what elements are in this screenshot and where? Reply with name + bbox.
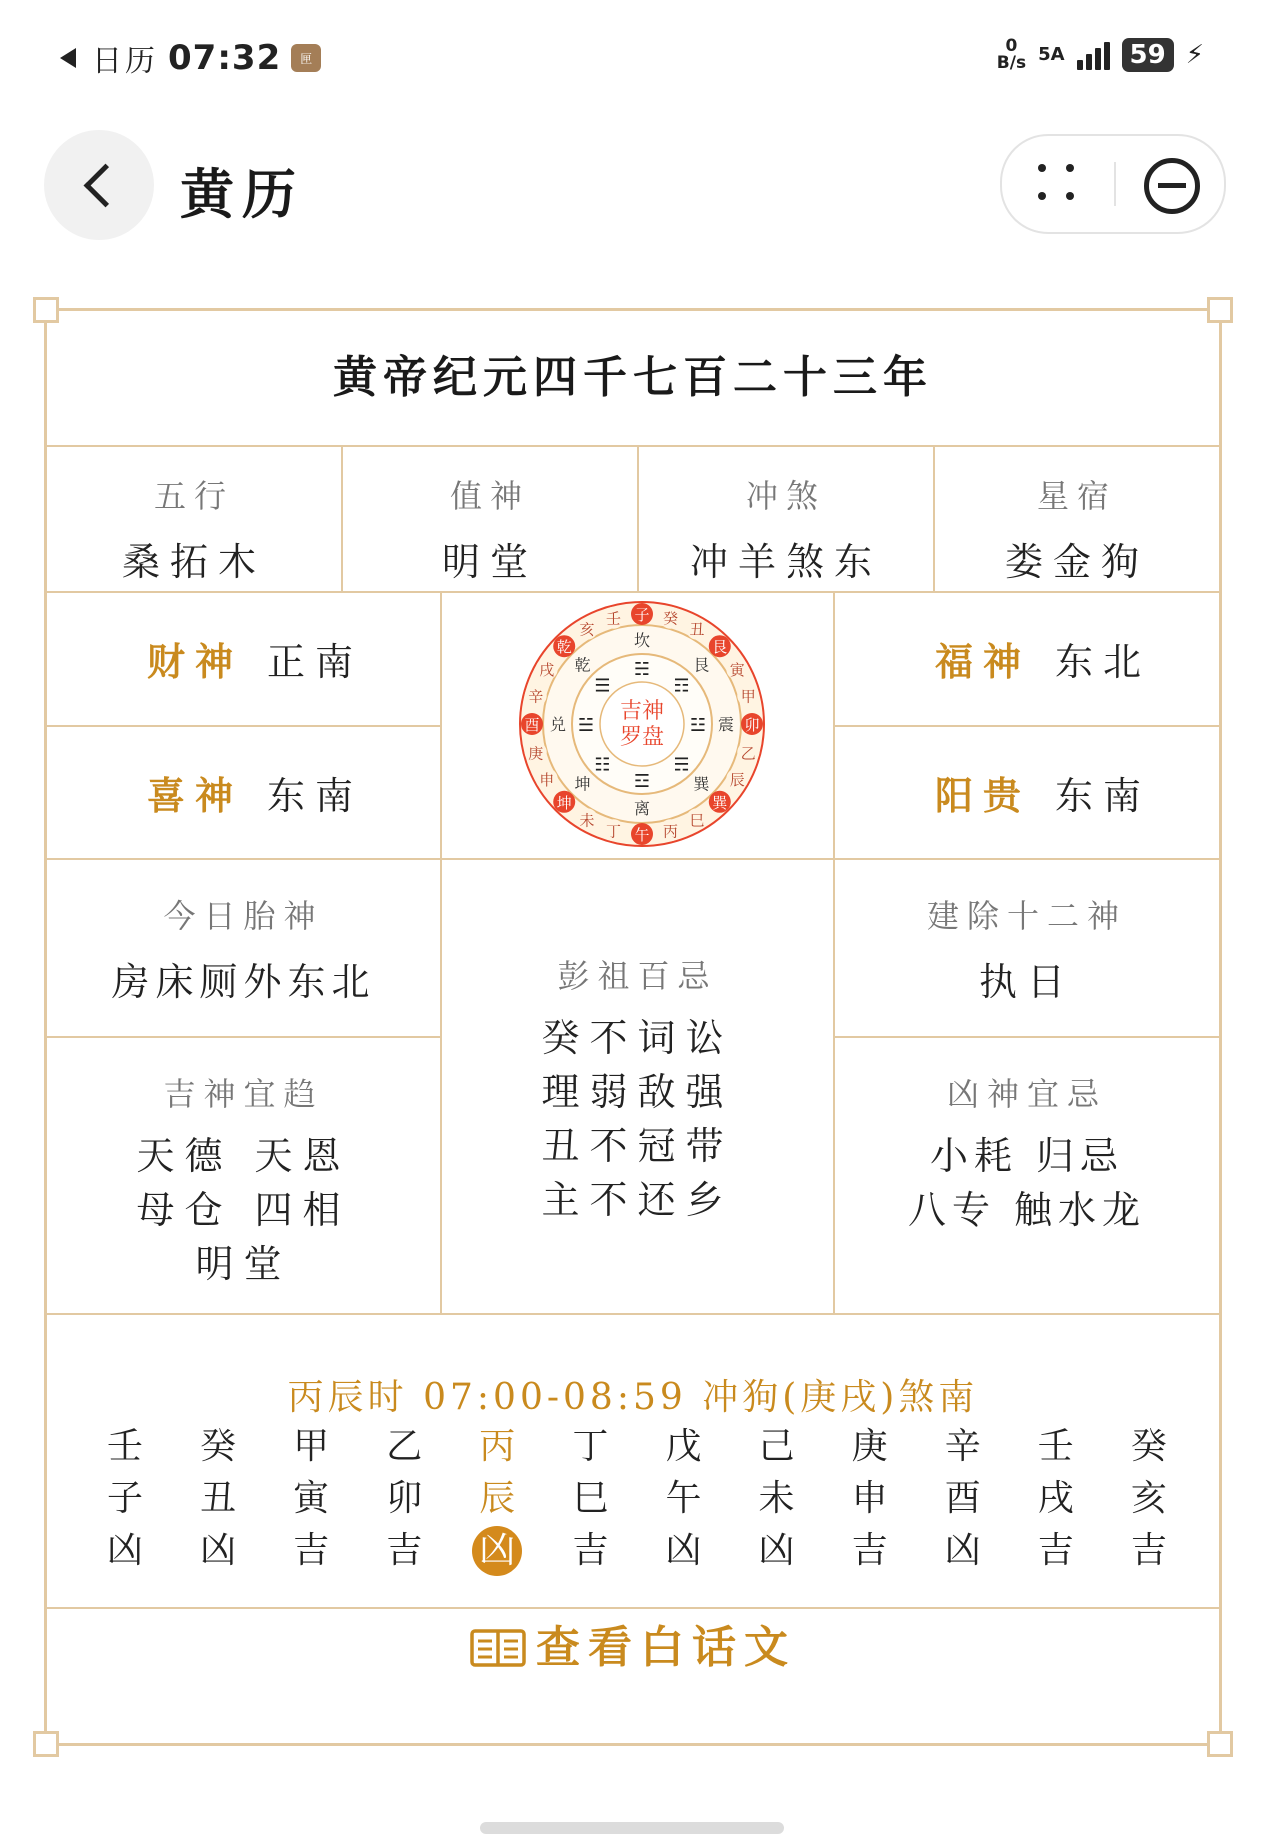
- compass-outer-label: 癸: [662, 609, 678, 628]
- hour-stem: [749, 1421, 805, 1473]
- lucky-gods-lines: [47, 1129, 440, 1291]
- hour-stem-text: 乙: [386, 1426, 423, 1467]
- hour-branch-text: 辰: [479, 1478, 516, 1519]
- compass-outer-label: 申: [539, 771, 555, 789]
- happy-god: [147, 765, 363, 820]
- trigram-symbol-icon: ☴: [673, 754, 690, 776]
- view-plain-text-button[interactable]: [47, 1611, 1219, 1675]
- hour-luck: [655, 1525, 711, 1577]
- hour-branch: [935, 1473, 991, 1525]
- pengzu-label: 彭祖百忌: [557, 957, 718, 995]
- wealth-god: [147, 631, 363, 686]
- hour-stem-text: 己: [758, 1426, 795, 1467]
- hour-stem-text: 庚: [851, 1426, 888, 1467]
- trigram-symbol-icon: ☲: [633, 771, 651, 792]
- book-icon: [470, 1628, 526, 1668]
- hour-luck-text: 凶: [758, 1530, 795, 1571]
- fortune-god-name: 福神: [935, 639, 1032, 684]
- compass-trigram-label: 巽: [693, 774, 710, 794]
- fortune-god: [935, 631, 1151, 686]
- mini-program-capsule: [1000, 134, 1226, 234]
- corner-ornament: [33, 1731, 59, 1757]
- yanggui-god-name: 阳贵: [935, 773, 1032, 818]
- more-options-icon[interactable]: [1038, 164, 1078, 204]
- hour-luck: [97, 1525, 153, 1577]
- compass-outer-label: 子: [634, 606, 650, 624]
- compass-outer-label: 艮: [712, 638, 728, 657]
- hour-stem-text: 丁: [572, 1426, 609, 1467]
- hour-luck: [469, 1525, 525, 1577]
- pengzu-lines: [442, 1011, 833, 1227]
- hour-luck-text: 凶: [200, 1530, 237, 1571]
- zhishen-value: 明堂: [441, 540, 538, 584]
- hour-stem: [283, 1421, 339, 1473]
- hour-branch-text: 午: [665, 1478, 702, 1519]
- hour-branch-text: 子: [106, 1478, 143, 1519]
- hour-stem: [935, 1421, 991, 1473]
- compass-center-top: 吉神: [619, 699, 665, 724]
- hour-column[interactable]: [469, 1421, 525, 1577]
- compass-outer-label: 未: [579, 811, 595, 830]
- hour-branch: [655, 1473, 711, 1525]
- hour-stem-text: 壬: [106, 1426, 143, 1467]
- hour-branch: [842, 1473, 898, 1525]
- hour-stem: [655, 1421, 711, 1473]
- back-app-label[interactable]: 日历: [92, 44, 158, 79]
- hour-branch-text: 戌: [1037, 1478, 1074, 1519]
- happy-god-name: 喜神: [147, 773, 244, 818]
- compass-outer-label: 庚: [528, 744, 544, 763]
- chongsha-value: 冲羊煞东: [689, 540, 882, 584]
- compass-outer-label: 甲: [740, 687, 756, 706]
- lucky-gods-label: 吉神宜趋: [163, 1075, 324, 1113]
- era-year: 黄帝纪元四千七百二十三年: [333, 352, 933, 403]
- hour-luck-text: 吉: [1037, 1530, 1074, 1571]
- net-speed-unit: B/s: [996, 53, 1027, 73]
- capsule-divider: [1114, 162, 1116, 206]
- hour-column[interactable]: [97, 1421, 153, 1577]
- battery-icon: [1122, 38, 1174, 72]
- compass-center-bottom: 罗盘: [619, 725, 665, 750]
- compass-outer-label: 卯: [744, 716, 760, 734]
- nav-header: [0, 110, 1264, 240]
- hour-stem-text: 辛: [944, 1426, 981, 1467]
- compass-outer-label: 午: [634, 826, 650, 844]
- compass-outer-label: 丙: [662, 822, 678, 841]
- lucky-gods-line: 天德 天恩: [136, 1134, 351, 1178]
- hour-branch: [562, 1473, 618, 1525]
- chongsha-label: 冲煞: [745, 477, 826, 515]
- hour-column[interactable]: [935, 1421, 991, 1577]
- hour-luck-text: 吉: [386, 1530, 423, 1571]
- hour-column[interactable]: [190, 1421, 246, 1577]
- trigram-symbol-icon: ☰: [594, 675, 611, 697]
- hour-stem: [97, 1421, 153, 1473]
- happy-god-direction: 东南: [267, 774, 364, 818]
- compass-icon[interactable]: [517, 599, 767, 849]
- trigram-symbol-icon: ☳: [689, 715, 707, 736]
- hour-branch-text: 卯: [386, 1478, 423, 1519]
- notification-badge-icon: 匣: [291, 44, 321, 72]
- cell-wuxing: [47, 471, 341, 586]
- pengzu-line: 丑不冠带: [541, 1124, 734, 1168]
- cell-xingxiu: [935, 471, 1219, 586]
- fortune-god-direction: 东北: [1055, 640, 1152, 684]
- home-indicator[interactable]: [480, 1822, 784, 1834]
- hour-branch: [190, 1473, 246, 1525]
- corner-ornament: [33, 297, 59, 323]
- hour-stem-text: 癸: [200, 1426, 237, 1467]
- compass-center: [600, 682, 684, 766]
- cell-twelve-gods: [835, 891, 1219, 1006]
- pengzu-line: 癸不词讼: [541, 1016, 734, 1060]
- compass-outer-label: 辰: [729, 771, 745, 789]
- net-speed: [997, 38, 1026, 72]
- hour-luck-text: 吉: [293, 1530, 330, 1571]
- almanac-card: [44, 308, 1222, 1746]
- compass-outer-label: 辛: [528, 687, 544, 706]
- hour-luck: [935, 1525, 991, 1577]
- trigram-symbol-icon: ☷: [594, 754, 611, 776]
- pengzu-line: 理弱敌强: [541, 1070, 734, 1114]
- trigram-symbol-icon: ☱: [577, 715, 595, 736]
- divider: [47, 1607, 1219, 1609]
- hour-luck-text: 凶: [106, 1530, 143, 1571]
- hour-luck-text: 凶: [472, 1526, 522, 1576]
- hour-stem-text: 戊: [665, 1426, 702, 1467]
- hour-luck: [376, 1525, 432, 1577]
- divider: [47, 1036, 440, 1038]
- hour-luck-text: 吉: [572, 1530, 609, 1571]
- charging-icon: ⚡: [1185, 40, 1204, 70]
- hour-luck: [842, 1525, 898, 1577]
- hour-branch: [1121, 1473, 1177, 1525]
- compass-outer-label: 丁: [606, 822, 622, 841]
- hour-branch-text: 酉: [944, 1478, 981, 1519]
- hour-branch: [1028, 1473, 1084, 1525]
- hour-column[interactable]: [1121, 1421, 1177, 1577]
- yanggui-god-direction: 东南: [1055, 774, 1152, 818]
- compass-trigram-label: 艮: [693, 655, 710, 675]
- twelve-gods-label: 建除十二神: [926, 897, 1127, 935]
- hour-branch: [749, 1473, 805, 1525]
- hour-branch-text: 亥: [1130, 1478, 1167, 1519]
- compass-outer-label: 戌: [539, 661, 555, 679]
- pengzu-line: 主不还乡: [541, 1178, 734, 1222]
- net-speed-value: 0: [1005, 36, 1018, 56]
- cell-lucky-gods: [47, 1069, 440, 1291]
- cell-chongsha: [639, 471, 933, 586]
- lucky-gods-line: 明堂: [195, 1242, 292, 1286]
- status-left: [60, 36, 321, 80]
- evil-gods-label: 凶神宜忌: [946, 1075, 1107, 1113]
- hour-luck: [283, 1525, 339, 1577]
- divider: [47, 725, 440, 727]
- close-minimize-icon[interactable]: [1144, 158, 1200, 214]
- hour-branch-text: 申: [851, 1478, 888, 1519]
- cell-evil-gods: [835, 1069, 1219, 1237]
- status-time: 07:32: [168, 38, 282, 78]
- compass-trigram-label: 坎: [633, 631, 651, 650]
- hour-stem: [842, 1421, 898, 1473]
- battery-level: 59: [1129, 40, 1166, 70]
- hour-luck-text: 吉: [1130, 1530, 1167, 1571]
- network-type: 5A: [1038, 44, 1065, 65]
- hour-column[interactable]: [376, 1421, 432, 1577]
- hour-column[interactable]: [749, 1421, 805, 1577]
- hour-stem-text: 壬: [1037, 1426, 1074, 1467]
- hour-column[interactable]: [842, 1421, 898, 1577]
- lucky-gods-line: 母仓 四相: [136, 1188, 351, 1232]
- xingxiu-value: 娄金狗: [1004, 540, 1149, 584]
- compass-outer-label: 坤: [556, 793, 572, 812]
- hour-branch-text: 巳: [572, 1478, 609, 1519]
- zhishen-label: 值神: [449, 477, 530, 515]
- hour-luck-text: 凶: [665, 1530, 702, 1571]
- evil-gods-lines: [835, 1129, 1219, 1237]
- wuxing-value: 桑拓木: [121, 540, 266, 584]
- compass-outer-label: 壬: [606, 609, 622, 628]
- evil-gods-line: 小耗 归忌: [929, 1134, 1125, 1178]
- hour-stem: [1121, 1421, 1177, 1473]
- compass-trigram-label: 震: [717, 715, 735, 734]
- yanggui-god: [935, 765, 1151, 820]
- hour-column[interactable]: [283, 1421, 339, 1577]
- hour-luck: [1121, 1525, 1177, 1577]
- twelve-gods-value: 执日: [978, 960, 1075, 1004]
- back-to-app-icon[interactable]: [60, 48, 76, 68]
- compass-trigram-label: 坤: [574, 774, 591, 794]
- hour-stem-text: 丙: [479, 1426, 516, 1467]
- divider: [833, 1036, 1219, 1038]
- divider: [47, 445, 1219, 447]
- hour-stem: [376, 1421, 432, 1473]
- compass-outer-label: 巽: [712, 793, 728, 812]
- compass-outer-label: 巳: [689, 811, 705, 830]
- compass-outer-label: 亥: [579, 620, 595, 639]
- view-plain-text-label: 查看白话文: [536, 1622, 796, 1673]
- compass-trigram-label: 乾: [574, 655, 591, 675]
- back-button[interactable]: [44, 130, 154, 240]
- trigram-symbol-icon: ☶: [673, 675, 690, 697]
- divider: [47, 858, 1219, 860]
- status-right: [997, 38, 1204, 72]
- hour-branch-text: 寅: [293, 1478, 330, 1519]
- signal-icon: [1077, 40, 1110, 70]
- compass-outer-label: 寅: [729, 661, 745, 679]
- compass-outer-label: 乾: [556, 638, 572, 657]
- hour-luck: [1028, 1525, 1084, 1577]
- wuxing-label: 五行: [153, 477, 234, 515]
- current-hour-title: 丙辰时 07:00-08:59 冲狗(庚戌)煞南: [287, 1377, 979, 1418]
- divider: [833, 725, 1219, 727]
- trigram-symbol-icon: ☵: [633, 659, 651, 680]
- cell-zhishen: [343, 471, 637, 586]
- hour-stem: [562, 1421, 618, 1473]
- hour-column[interactable]: [562, 1421, 618, 1577]
- wealth-god-direction: 正南: [267, 640, 364, 684]
- hour-stem: [190, 1421, 246, 1473]
- corner-ornament: [1207, 1731, 1233, 1757]
- hour-stem-text: 癸: [1130, 1426, 1167, 1467]
- hour-branch-text: 丑: [200, 1478, 237, 1519]
- hour-stem-text: 甲: [293, 1426, 330, 1467]
- compass-outer-label: 酉: [524, 716, 540, 734]
- hour-column[interactable]: [1028, 1421, 1084, 1577]
- compass-trigram-label: 离: [633, 799, 651, 818]
- compass-outer-label: 乙: [740, 744, 756, 763]
- hour-branch: [283, 1473, 339, 1525]
- hour-branch: [97, 1473, 153, 1525]
- hour-stem: [1028, 1421, 1084, 1473]
- cell-fetal-god: [47, 891, 440, 1006]
- hour-luck-table: [97, 1421, 1177, 1577]
- hour-stem: [469, 1421, 525, 1473]
- fetal-god-label: 今日胎神: [163, 897, 324, 935]
- compass-trigram-label: 兑: [549, 715, 567, 734]
- evil-gods-line: 八专 触水龙: [907, 1188, 1147, 1232]
- hour-branch: [376, 1473, 432, 1525]
- compass-outer-label: 丑: [689, 620, 705, 639]
- page-title: 黄历: [180, 162, 304, 226]
- fetal-god-value: 房床厕外东北: [111, 960, 376, 1004]
- hour-branch-text: 未: [758, 1478, 795, 1519]
- hour-luck: [190, 1525, 246, 1577]
- hour-luck: [562, 1525, 618, 1577]
- hour-luck: [749, 1525, 805, 1577]
- hour-luck-text: 凶: [944, 1530, 981, 1571]
- status-bar: [0, 0, 1264, 110]
- hour-luck-text: 吉: [851, 1530, 888, 1571]
- wealth-god-name: 财神: [147, 639, 244, 684]
- cell-pengzu: [442, 951, 833, 1227]
- corner-ornament: [1207, 297, 1233, 323]
- divider: [47, 1313, 1219, 1315]
- xingxiu-label: 星宿: [1036, 477, 1117, 515]
- chevron-left-icon: [83, 163, 127, 207]
- hour-column[interactable]: [655, 1421, 711, 1577]
- divider: [47, 591, 1219, 593]
- hour-branch: [469, 1473, 525, 1525]
